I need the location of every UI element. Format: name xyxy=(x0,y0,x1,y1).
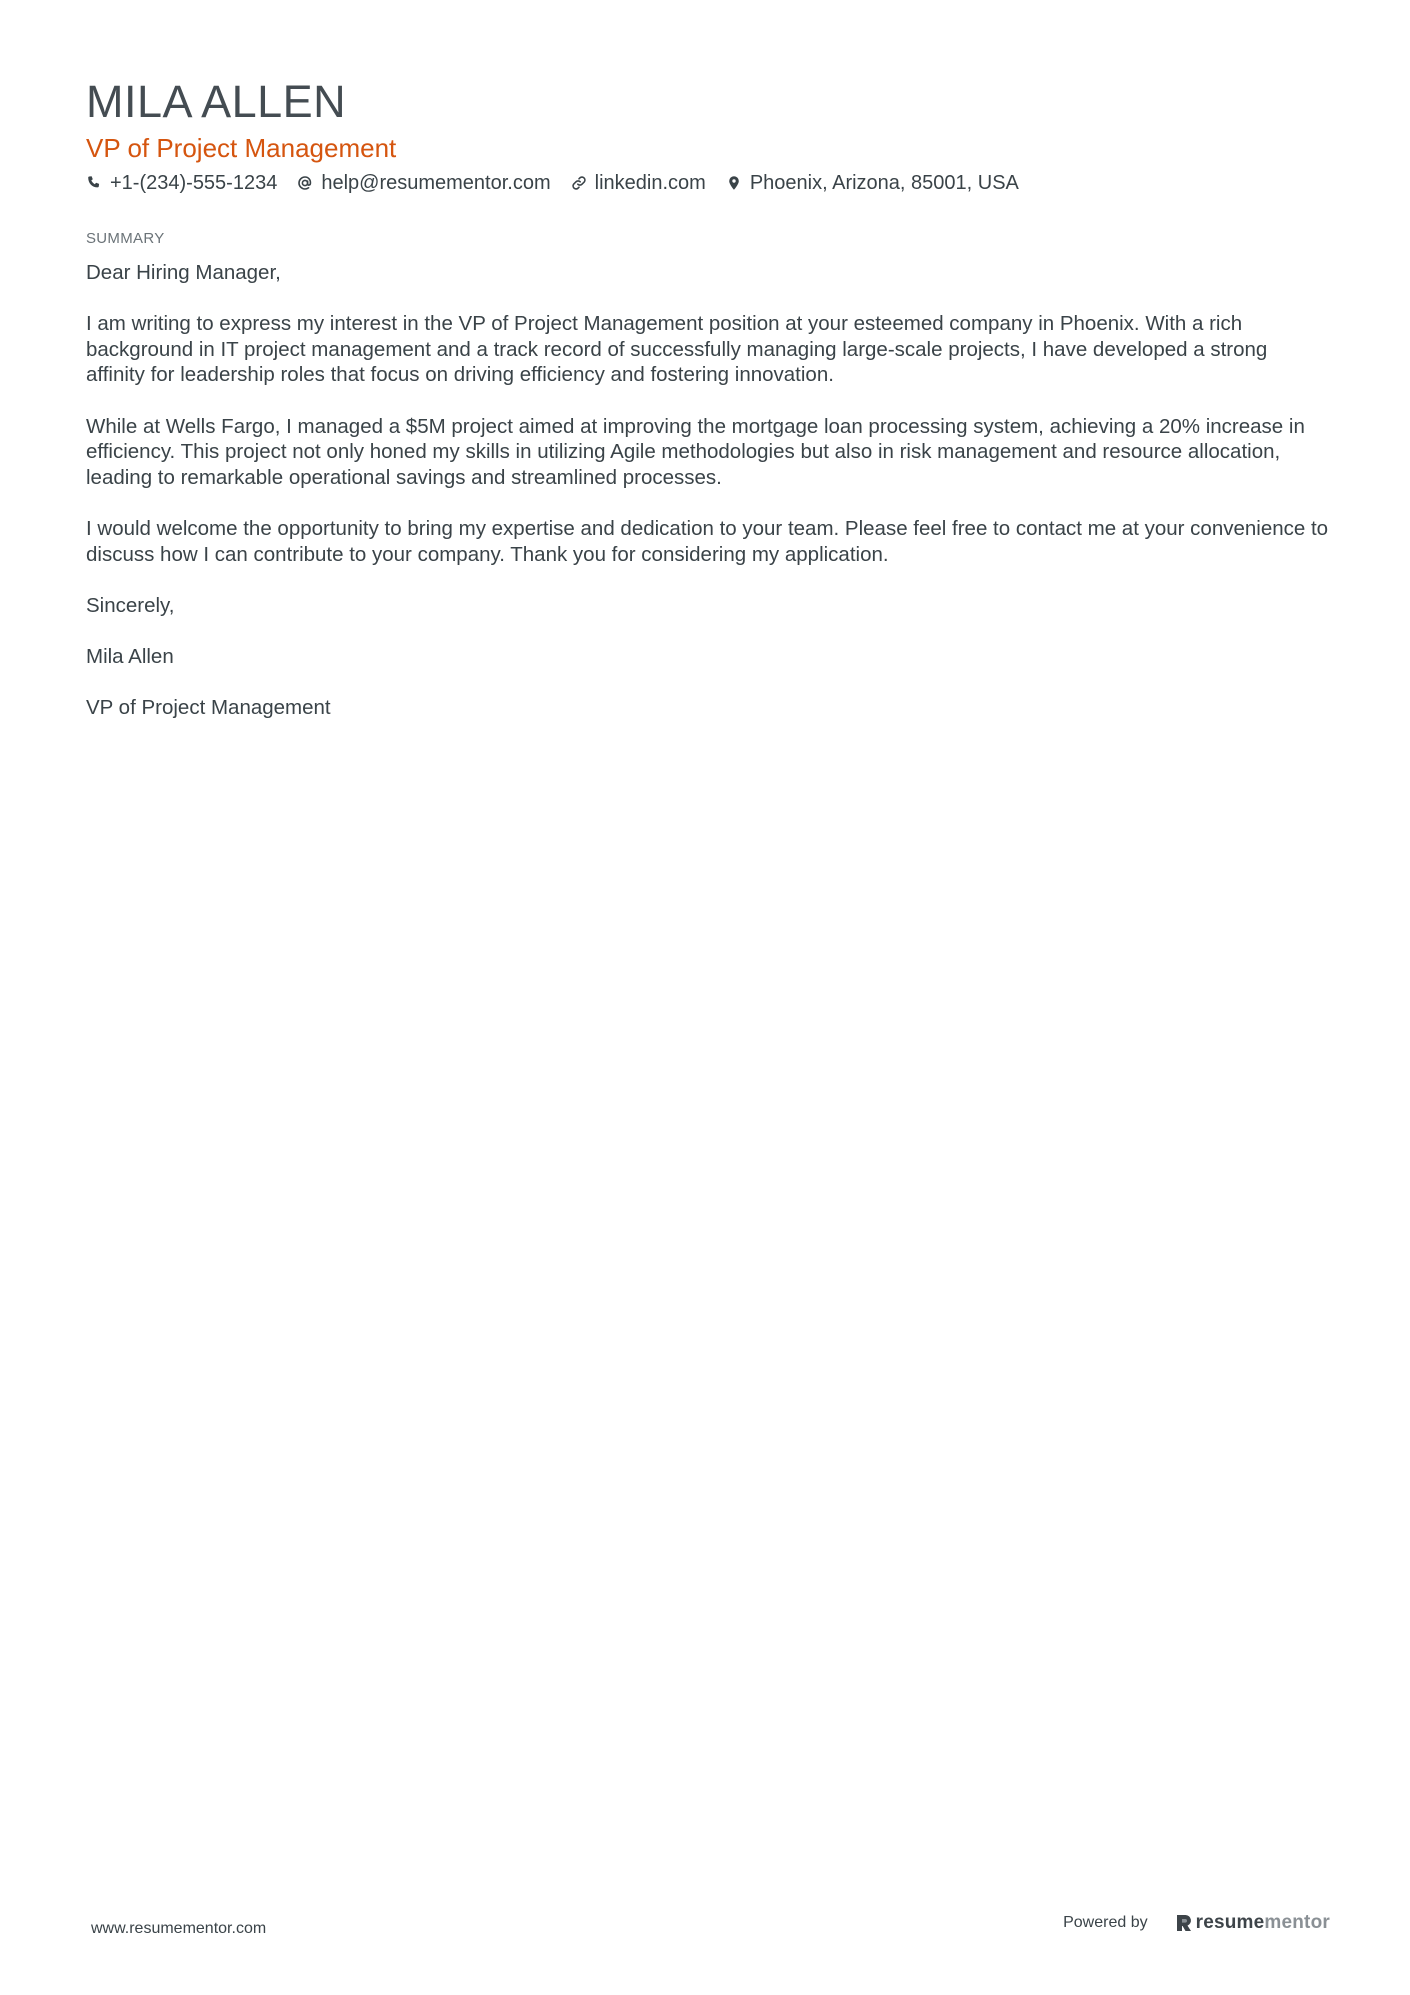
contact-phone xyxy=(86,170,277,196)
letter-paragraph: I would welcome the opportunity to bring my expertise and dedication to your team. Please feel free to contact me at your convenience to discuss how I can contribute to your company. Thank you for considering my application. xyxy=(86,516,1329,566)
summary-section-label: SUMMARY xyxy=(86,230,165,247)
contact-email xyxy=(297,170,550,196)
contact-location-text: Phoenix, Arizona, 85001, USA xyxy=(749,172,1019,194)
contact-linkedin xyxy=(571,170,706,196)
candidate-name: MILA ALLEN xyxy=(86,76,347,127)
signature-title: VP of Project Management xyxy=(86,696,331,720)
signature-name: Mila Allen xyxy=(86,644,174,668)
resume-page xyxy=(86,76,1331,746)
phone-icon xyxy=(86,175,102,191)
link-icon xyxy=(571,175,587,191)
resumementor-logo[interactable] xyxy=(1176,1912,1330,1934)
letter-paragraph: While at Wells Fargo, I managed a $5M project aimed at improving the mortgage loan processing system, achieving a 20% increase in efficiency. This project not only honed my skills in utilizing Agile methodologies but also in risk management and resource allocation, leading to remarkable operational savings and streamlined processes. xyxy=(86,414,1305,489)
contact-row xyxy=(86,170,1331,196)
contact-location xyxy=(726,170,1019,196)
contact-email-text: help@resumementor.com xyxy=(321,172,551,194)
letter-closing: Sincerely, xyxy=(86,593,175,617)
at-icon xyxy=(297,175,313,191)
resumementor-logo-icon xyxy=(1176,1913,1192,1933)
job-title: VP of Project Management xyxy=(86,133,397,163)
cover-letter-body xyxy=(86,260,1331,721)
brand-text-mentor: mentor xyxy=(1264,1912,1330,1933)
letter-greeting: Dear Hiring Manager, xyxy=(86,261,281,284)
contact-phone-text: +1-(234)-555-1234 xyxy=(110,172,278,194)
footer-website[interactable]: www.resumementor.com xyxy=(91,1920,267,1937)
location-pin-icon xyxy=(726,175,742,191)
footer-branding xyxy=(1063,1912,1330,1934)
powered-by-label: Powered by xyxy=(1063,1914,1148,1931)
letter-paragraph: I am writing to express my interest in the VP of Project Management position at your esteemed company in Phoenix. With a rich background in IT project management and a track record of successfully managing large-scale projects, I have developed a strong affinity for leadership roles that focus on driving efficiency and fostering innovation. xyxy=(86,312,1268,387)
contact-linkedin-text: linkedin.com xyxy=(594,172,706,194)
brand-text-resume: resume xyxy=(1195,1912,1265,1933)
